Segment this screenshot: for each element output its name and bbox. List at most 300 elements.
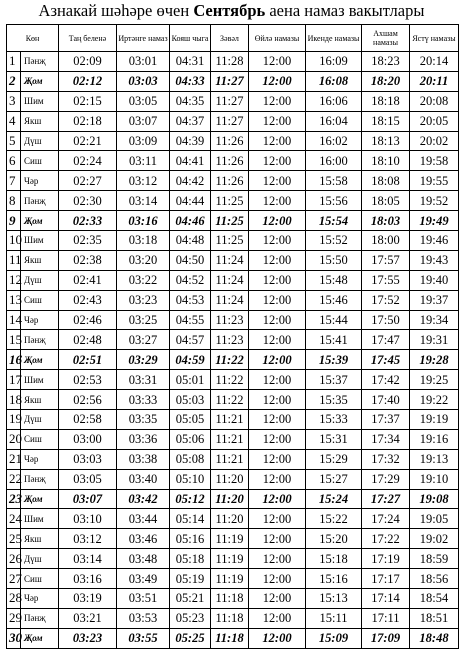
table-row bbox=[7, 529, 459, 549]
weekday: Якш bbox=[21, 250, 59, 270]
morning-prayer-time: 03:20 bbox=[117, 250, 170, 270]
night-prayer-time: 19:05 bbox=[410, 509, 459, 529]
noon-prayer-time: 12:00 bbox=[249, 628, 306, 648]
header-day: Көн bbox=[7, 25, 59, 52]
morning-prayer-time: 03:48 bbox=[117, 549, 170, 569]
dawn-time: 03:12 bbox=[59, 529, 117, 549]
table-row bbox=[7, 429, 459, 449]
afternoon-prayer-time: 15:39 bbox=[306, 350, 362, 370]
afternoon-prayer-time: 15:46 bbox=[306, 290, 362, 310]
night-prayer-time: 19:43 bbox=[410, 250, 459, 270]
table-row bbox=[7, 52, 459, 72]
zawal-time: 11:25 bbox=[211, 191, 249, 211]
morning-prayer-time: 03:53 bbox=[117, 608, 170, 628]
sunrise-time: 05:18 bbox=[170, 549, 211, 569]
evening-prayer-time: 17:34 bbox=[362, 429, 410, 449]
afternoon-prayer-time: 15:50 bbox=[306, 250, 362, 270]
night-prayer-time: 19:02 bbox=[410, 529, 459, 549]
noon-prayer-time: 12:00 bbox=[249, 569, 306, 589]
dawn-time: 02:09 bbox=[59, 52, 117, 72]
dawn-time: 02:46 bbox=[59, 310, 117, 330]
evening-prayer-time: 18:05 bbox=[362, 191, 410, 211]
day-number: 12 bbox=[7, 270, 21, 290]
weekday: Дүш bbox=[21, 549, 59, 569]
dawn-time: 02:33 bbox=[59, 211, 117, 231]
dawn-time: 02:27 bbox=[59, 171, 117, 191]
sunrise-time: 04:46 bbox=[170, 211, 211, 231]
prayer-times-table bbox=[6, 24, 459, 649]
header-noon-prayer: Өйлә намазы bbox=[249, 25, 306, 52]
sunrise-time: 05:05 bbox=[170, 410, 211, 430]
night-prayer-time: 18:48 bbox=[410, 628, 459, 648]
header-evening-prayer: Ахшам намазы bbox=[362, 25, 410, 52]
night-prayer-time: 19:40 bbox=[410, 270, 459, 290]
table-row bbox=[7, 628, 459, 648]
evening-prayer-time: 17:37 bbox=[362, 410, 410, 430]
dawn-time: 03:05 bbox=[59, 469, 117, 489]
dawn-time: 02:58 bbox=[59, 410, 117, 430]
weekday: Пәнҗ bbox=[21, 191, 59, 211]
evening-prayer-time: 17:50 bbox=[362, 310, 410, 330]
table-row bbox=[7, 310, 459, 330]
sunrise-time: 04:35 bbox=[170, 91, 211, 111]
zawal-time: 11:24 bbox=[211, 270, 249, 290]
evening-prayer-time: 17:17 bbox=[362, 569, 410, 589]
weekday: Сиш bbox=[21, 151, 59, 171]
dawn-time: 03:21 bbox=[59, 608, 117, 628]
night-prayer-time: 18:51 bbox=[410, 608, 459, 628]
morning-prayer-time: 03:51 bbox=[117, 589, 170, 609]
noon-prayer-time: 12:00 bbox=[249, 250, 306, 270]
dawn-time: 03:07 bbox=[59, 489, 117, 509]
zawal-time: 11:22 bbox=[211, 390, 249, 410]
table-row bbox=[7, 449, 459, 469]
evening-prayer-time: 17:19 bbox=[362, 549, 410, 569]
weekday: Сиш bbox=[21, 290, 59, 310]
noon-prayer-time: 12:00 bbox=[249, 211, 306, 231]
zawal-time: 11:22 bbox=[211, 350, 249, 370]
dawn-time: 02:35 bbox=[59, 231, 117, 251]
zawal-time: 11:27 bbox=[211, 111, 249, 131]
dawn-time: 03:03 bbox=[59, 449, 117, 469]
evening-prayer-time: 18:00 bbox=[362, 231, 410, 251]
zawal-time: 11:27 bbox=[211, 71, 249, 91]
sunrise-time: 04:44 bbox=[170, 191, 211, 211]
sunrise-time: 04:48 bbox=[170, 231, 211, 251]
evening-prayer-time: 17:24 bbox=[362, 509, 410, 529]
zawal-time: 11:20 bbox=[211, 469, 249, 489]
table-row bbox=[7, 111, 459, 131]
night-prayer-time: 18:59 bbox=[410, 549, 459, 569]
morning-prayer-time: 03:12 bbox=[117, 171, 170, 191]
sunrise-time: 05:01 bbox=[170, 370, 211, 390]
header-dawn: Таң беленә bbox=[59, 25, 117, 52]
morning-prayer-time: 03:25 bbox=[117, 310, 170, 330]
weekday: Чәр bbox=[21, 449, 59, 469]
table-row bbox=[7, 549, 459, 569]
night-prayer-time: 19:34 bbox=[410, 310, 459, 330]
afternoon-prayer-time: 15:41 bbox=[306, 330, 362, 350]
day-number: 14 bbox=[7, 310, 21, 330]
evening-prayer-time: 18:18 bbox=[362, 91, 410, 111]
zawal-time: 11:21 bbox=[211, 410, 249, 430]
morning-prayer-time: 03:49 bbox=[117, 569, 170, 589]
evening-prayer-time: 18:13 bbox=[362, 131, 410, 151]
noon-prayer-time: 12:00 bbox=[249, 290, 306, 310]
table-row bbox=[7, 290, 459, 310]
day-number: 24 bbox=[7, 509, 21, 529]
day-number: 26 bbox=[7, 549, 21, 569]
sunrise-time: 04:33 bbox=[170, 71, 211, 91]
dawn-time: 03:19 bbox=[59, 589, 117, 609]
dawn-time: 02:41 bbox=[59, 270, 117, 290]
sunrise-time: 04:52 bbox=[170, 270, 211, 290]
weekday: Дүш bbox=[21, 270, 59, 290]
zawal-time: 11:27 bbox=[211, 91, 249, 111]
dawn-time: 03:16 bbox=[59, 569, 117, 589]
zawal-time: 11:21 bbox=[211, 429, 249, 449]
sunrise-time: 04:57 bbox=[170, 330, 211, 350]
morning-prayer-time: 03:42 bbox=[117, 489, 170, 509]
noon-prayer-time: 12:00 bbox=[249, 529, 306, 549]
table-row bbox=[7, 489, 459, 509]
noon-prayer-time: 12:00 bbox=[249, 489, 306, 509]
weekday: Сиш bbox=[21, 569, 59, 589]
weekday: Пәнҗ bbox=[21, 469, 59, 489]
morning-prayer-time: 03:27 bbox=[117, 330, 170, 350]
evening-prayer-time: 18:10 bbox=[362, 151, 410, 171]
zawal-time: 11:26 bbox=[211, 171, 249, 191]
evening-prayer-time: 17:42 bbox=[362, 370, 410, 390]
table-row bbox=[7, 91, 459, 111]
afternoon-prayer-time: 16:08 bbox=[306, 71, 362, 91]
weekday: Чәр bbox=[21, 589, 59, 609]
noon-prayer-time: 12:00 bbox=[249, 71, 306, 91]
night-prayer-time: 20:05 bbox=[410, 111, 459, 131]
table-row bbox=[7, 270, 459, 290]
day-number: 17 bbox=[7, 370, 21, 390]
noon-prayer-time: 12:00 bbox=[249, 469, 306, 489]
noon-prayer-time: 12:00 bbox=[249, 91, 306, 111]
table-row bbox=[7, 589, 459, 609]
table-row bbox=[7, 211, 459, 231]
header-afternoon-prayer: Икенде намазы bbox=[306, 25, 362, 52]
day-number: 1 bbox=[7, 52, 21, 72]
sunrise-time: 04:42 bbox=[170, 171, 211, 191]
noon-prayer-time: 12:00 bbox=[249, 589, 306, 609]
table-row bbox=[7, 370, 459, 390]
zawal-time: 11:18 bbox=[211, 589, 249, 609]
dawn-time: 02:30 bbox=[59, 191, 117, 211]
morning-prayer-time: 03:22 bbox=[117, 270, 170, 290]
zawal-time: 11:26 bbox=[211, 131, 249, 151]
header-morning-prayer: Иртәнге намаз bbox=[117, 25, 170, 52]
weekday: Җом bbox=[21, 489, 59, 509]
morning-prayer-time: 03:16 bbox=[117, 211, 170, 231]
zawal-time: 11:23 bbox=[211, 310, 249, 330]
table-row bbox=[7, 151, 459, 171]
zawal-time: 11:18 bbox=[211, 608, 249, 628]
night-prayer-time: 19:28 bbox=[410, 350, 459, 370]
evening-prayer-time: 17:47 bbox=[362, 330, 410, 350]
afternoon-prayer-time: 16:00 bbox=[306, 151, 362, 171]
sunrise-time: 05:08 bbox=[170, 449, 211, 469]
day-number: 18 bbox=[7, 390, 21, 410]
weekday: Җом bbox=[21, 211, 59, 231]
morning-prayer-time: 03:33 bbox=[117, 390, 170, 410]
sunrise-time: 04:31 bbox=[170, 52, 211, 72]
table-row bbox=[7, 569, 459, 589]
morning-prayer-time: 03:40 bbox=[117, 469, 170, 489]
day-number: 27 bbox=[7, 569, 21, 589]
weekday: Сиш bbox=[21, 429, 59, 449]
evening-prayer-time: 17:22 bbox=[362, 529, 410, 549]
day-number: 3 bbox=[7, 91, 21, 111]
sunrise-time: 05:23 bbox=[170, 608, 211, 628]
morning-prayer-time: 03:38 bbox=[117, 449, 170, 469]
afternoon-prayer-time: 15:48 bbox=[306, 270, 362, 290]
afternoon-prayer-time: 16:04 bbox=[306, 111, 362, 131]
dawn-time: 02:21 bbox=[59, 131, 117, 151]
night-prayer-time: 19:31 bbox=[410, 330, 459, 350]
dawn-time: 02:53 bbox=[59, 370, 117, 390]
weekday: Җом bbox=[21, 71, 59, 91]
table-row bbox=[7, 608, 459, 628]
page-title bbox=[0, 0, 463, 22]
noon-prayer-time: 12:00 bbox=[249, 191, 306, 211]
evening-prayer-time: 18:15 bbox=[362, 111, 410, 131]
afternoon-prayer-time: 15:56 bbox=[306, 191, 362, 211]
table-row bbox=[7, 330, 459, 350]
weekday: Җом bbox=[21, 350, 59, 370]
afternoon-prayer-time: 16:09 bbox=[306, 52, 362, 72]
morning-prayer-time: 03:29 bbox=[117, 350, 170, 370]
night-prayer-time: 19:25 bbox=[410, 370, 459, 390]
noon-prayer-time: 12:00 bbox=[249, 171, 306, 191]
afternoon-prayer-time: 15:20 bbox=[306, 529, 362, 549]
dawn-time: 02:51 bbox=[59, 350, 117, 370]
night-prayer-time: 19:13 bbox=[410, 449, 459, 469]
afternoon-prayer-time: 15:31 bbox=[306, 429, 362, 449]
morning-prayer-time: 03:09 bbox=[117, 131, 170, 151]
weekday: Якш bbox=[21, 111, 59, 131]
weekday: Якш bbox=[21, 390, 59, 410]
afternoon-prayer-time: 15:44 bbox=[306, 310, 362, 330]
day-number: 29 bbox=[7, 608, 21, 628]
zawal-time: 11:20 bbox=[211, 489, 249, 509]
table-row bbox=[7, 509, 459, 529]
evening-prayer-time: 17:55 bbox=[362, 270, 410, 290]
morning-prayer-time: 03:14 bbox=[117, 191, 170, 211]
morning-prayer-time: 03:05 bbox=[117, 91, 170, 111]
afternoon-prayer-time: 16:06 bbox=[306, 91, 362, 111]
night-prayer-time: 20:08 bbox=[410, 91, 459, 111]
noon-prayer-time: 12:00 bbox=[249, 350, 306, 370]
night-prayer-time: 20:11 bbox=[410, 71, 459, 91]
evening-prayer-time: 17:45 bbox=[362, 350, 410, 370]
afternoon-prayer-time: 15:09 bbox=[306, 628, 362, 648]
night-prayer-time: 19:16 bbox=[410, 429, 459, 449]
sunrise-time: 04:55 bbox=[170, 310, 211, 330]
header-zawal: Зәвәл bbox=[211, 25, 249, 52]
sunrise-time: 05:16 bbox=[170, 529, 211, 549]
zawal-time: 11:24 bbox=[211, 290, 249, 310]
zawal-time: 11:22 bbox=[211, 370, 249, 390]
zawal-time: 11:19 bbox=[211, 569, 249, 589]
day-number: 10 bbox=[7, 231, 21, 251]
table-row bbox=[7, 171, 459, 191]
noon-prayer-time: 12:00 bbox=[249, 330, 306, 350]
night-prayer-time: 19:46 bbox=[410, 231, 459, 251]
zawal-time: 11:18 bbox=[211, 628, 249, 648]
morning-prayer-time: 03:46 bbox=[117, 529, 170, 549]
afternoon-prayer-time: 16:02 bbox=[306, 131, 362, 151]
day-number: 22 bbox=[7, 469, 21, 489]
zawal-time: 11:19 bbox=[211, 549, 249, 569]
title-suffix: аена намаз вакытлары bbox=[269, 1, 425, 20]
evening-prayer-time: 18:08 bbox=[362, 171, 410, 191]
table-row bbox=[7, 231, 459, 251]
afternoon-prayer-time: 15:35 bbox=[306, 390, 362, 410]
title-month: Сентябрь bbox=[193, 1, 266, 20]
weekday: Шим bbox=[21, 370, 59, 390]
sunrise-time: 04:37 bbox=[170, 111, 211, 131]
day-number: 13 bbox=[7, 290, 21, 310]
sunrise-time: 05:25 bbox=[170, 628, 211, 648]
dawn-time: 03:14 bbox=[59, 549, 117, 569]
zawal-time: 11:19 bbox=[211, 529, 249, 549]
zawal-time: 11:21 bbox=[211, 449, 249, 469]
weekday: Дүш bbox=[21, 131, 59, 151]
sunrise-time: 05:03 bbox=[170, 390, 211, 410]
morning-prayer-time: 03:07 bbox=[117, 111, 170, 131]
zawal-time: 11:25 bbox=[211, 211, 249, 231]
afternoon-prayer-time: 15:11 bbox=[306, 608, 362, 628]
table-row bbox=[7, 250, 459, 270]
weekday: Шим bbox=[21, 231, 59, 251]
noon-prayer-time: 12:00 bbox=[249, 131, 306, 151]
table-row bbox=[7, 191, 459, 211]
table-row bbox=[7, 469, 459, 489]
title-prefix: Азнакай шәһәре өчен bbox=[38, 1, 190, 20]
zawal-time: 11:25 bbox=[211, 231, 249, 251]
dawn-time: 02:12 bbox=[59, 71, 117, 91]
night-prayer-time: 19:49 bbox=[410, 211, 459, 231]
dawn-time: 03:00 bbox=[59, 429, 117, 449]
noon-prayer-time: 12:00 bbox=[249, 449, 306, 469]
morning-prayer-time: 03:36 bbox=[117, 429, 170, 449]
weekday: Дүш bbox=[21, 410, 59, 430]
table-row bbox=[7, 131, 459, 151]
noon-prayer-time: 12:00 bbox=[249, 390, 306, 410]
day-number: 2 bbox=[7, 71, 21, 91]
day-number: 28 bbox=[7, 589, 21, 609]
night-prayer-time: 19:52 bbox=[410, 191, 459, 211]
noon-prayer-time: 12:00 bbox=[249, 151, 306, 171]
sunrise-time: 04:53 bbox=[170, 290, 211, 310]
header-night-prayer: Ястү намазы bbox=[410, 25, 459, 52]
weekday: Пәнҗ bbox=[21, 608, 59, 628]
night-prayer-time: 19:19 bbox=[410, 410, 459, 430]
night-prayer-time: 19:08 bbox=[410, 489, 459, 509]
afternoon-prayer-time: 15:24 bbox=[306, 489, 362, 509]
sunrise-time: 04:59 bbox=[170, 350, 211, 370]
weekday: Шим bbox=[21, 509, 59, 529]
zawal-time: 11:20 bbox=[211, 509, 249, 529]
morning-prayer-time: 03:31 bbox=[117, 370, 170, 390]
dawn-time: 02:15 bbox=[59, 91, 117, 111]
afternoon-prayer-time: 15:33 bbox=[306, 410, 362, 430]
zawal-time: 11:24 bbox=[211, 250, 249, 270]
weekday: Якш bbox=[21, 529, 59, 549]
dawn-time: 02:18 bbox=[59, 111, 117, 131]
sunrise-time: 05:21 bbox=[170, 589, 211, 609]
day-number: 4 bbox=[7, 111, 21, 131]
evening-prayer-time: 17:40 bbox=[362, 390, 410, 410]
night-prayer-time: 19:55 bbox=[410, 171, 459, 191]
zawal-time: 11:26 bbox=[211, 151, 249, 171]
noon-prayer-time: 12:00 bbox=[249, 608, 306, 628]
day-number: 21 bbox=[7, 449, 21, 469]
zawal-time: 11:23 bbox=[211, 330, 249, 350]
dawn-time: 02:48 bbox=[59, 330, 117, 350]
noon-prayer-time: 12:00 bbox=[249, 111, 306, 131]
day-number: 9 bbox=[7, 211, 21, 231]
day-number: 16 bbox=[7, 350, 21, 370]
night-prayer-time: 20:14 bbox=[410, 52, 459, 72]
noon-prayer-time: 12:00 bbox=[249, 52, 306, 72]
noon-prayer-time: 12:00 bbox=[249, 270, 306, 290]
night-prayer-time: 19:22 bbox=[410, 390, 459, 410]
day-number: 15 bbox=[7, 330, 21, 350]
day-number: 20 bbox=[7, 429, 21, 449]
table-row bbox=[7, 71, 459, 91]
afternoon-prayer-time: 15:22 bbox=[306, 509, 362, 529]
table-row bbox=[7, 390, 459, 410]
sunrise-time: 05:10 bbox=[170, 469, 211, 489]
zawal-time: 11:28 bbox=[211, 52, 249, 72]
weekday: Пәнҗ bbox=[21, 52, 59, 72]
weekday: Пәнҗ bbox=[21, 330, 59, 350]
table-row bbox=[7, 350, 459, 370]
day-number: 7 bbox=[7, 171, 21, 191]
dawn-time: 03:10 bbox=[59, 509, 117, 529]
evening-prayer-time: 18:20 bbox=[362, 71, 410, 91]
night-prayer-time: 19:37 bbox=[410, 290, 459, 310]
morning-prayer-time: 03:35 bbox=[117, 410, 170, 430]
morning-prayer-time: 03:55 bbox=[117, 628, 170, 648]
noon-prayer-time: 12:00 bbox=[249, 231, 306, 251]
noon-prayer-time: 12:00 bbox=[249, 429, 306, 449]
morning-prayer-time: 03:03 bbox=[117, 71, 170, 91]
afternoon-prayer-time: 15:27 bbox=[306, 469, 362, 489]
table-row bbox=[7, 410, 459, 430]
day-number: 5 bbox=[7, 131, 21, 151]
evening-prayer-time: 17:11 bbox=[362, 608, 410, 628]
afternoon-prayer-time: 15:37 bbox=[306, 370, 362, 390]
weekday: Җом bbox=[21, 628, 59, 648]
dawn-time: 02:56 bbox=[59, 390, 117, 410]
morning-prayer-time: 03:11 bbox=[117, 151, 170, 171]
day-number: 8 bbox=[7, 191, 21, 211]
morning-prayer-time: 03:23 bbox=[117, 290, 170, 310]
sunrise-time: 05:06 bbox=[170, 429, 211, 449]
noon-prayer-time: 12:00 bbox=[249, 410, 306, 430]
evening-prayer-time: 17:09 bbox=[362, 628, 410, 648]
table-header-row bbox=[7, 25, 459, 52]
afternoon-prayer-time: 15:54 bbox=[306, 211, 362, 231]
day-number: 11 bbox=[7, 250, 21, 270]
